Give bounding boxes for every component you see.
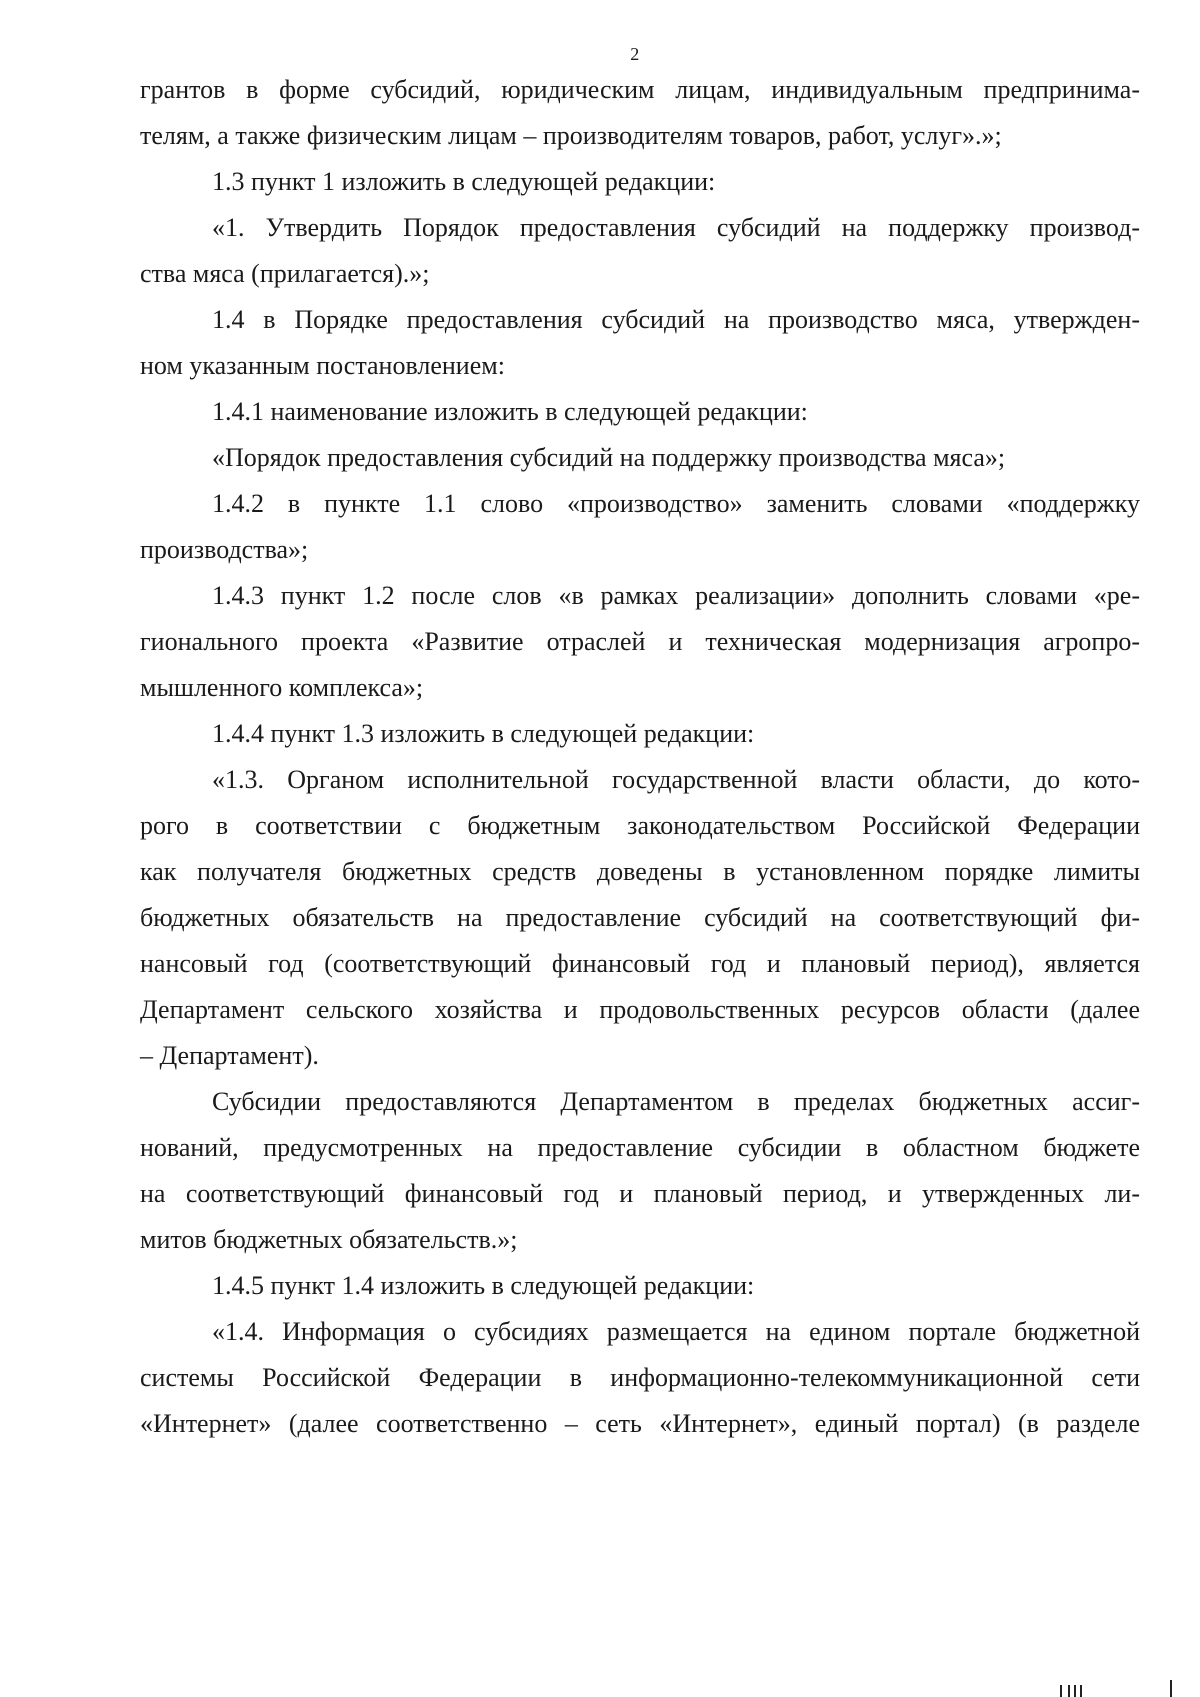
text-line: системы Российской Федерации в информационно-телекоммуникационной сети <box>140 1363 1140 1392</box>
text-line: производства»; <box>140 535 309 564</box>
scan-mark <box>1080 1685 1082 1697</box>
text-line: «Интернет» (далее соответственно – сеть «Интернет», единый портал) (в разделе <box>140 1409 1140 1438</box>
document-body <box>140 70 1140 1450</box>
text-line: 1.4.1 наименование изложить в следующей редакции: <box>212 397 808 426</box>
text-line: 1.4.4 пункт 1.3 изложить в следующей редакции: <box>212 719 755 748</box>
text-line: 1.3 пункт 1 изложить в следующей редакции: <box>212 167 716 196</box>
text-line: нансовый год (соответствующий финансовый год и плановый период), является <box>140 949 1140 978</box>
text-line: нований, предусмотренных на предоставление субсидии в областном бюджете <box>140 1133 1140 1162</box>
text-line: Департамент сельского хозяйства и продовольственных ресурсов области (далее <box>140 995 1140 1024</box>
text-line: «1. Утвердить Порядок предоставления субсидий на поддержку производ- <box>212 213 1140 242</box>
text-line: «1.4. Информация о субсидиях размещается на едином портале бюджетной <box>212 1317 1140 1346</box>
scan-mark <box>1170 1680 1172 1697</box>
text-line: ства мяса (прилагается).»; <box>140 259 430 288</box>
scan-mark <box>1068 1685 1070 1697</box>
scan-mark <box>1074 1685 1076 1697</box>
text-line: бюджетных обязательств на предоставление субсидий на соответствующий фи- <box>140 903 1140 932</box>
text-line: 1.4.5 пункт 1.4 изложить в следующей редакции: <box>212 1271 755 1300</box>
text-line: ном указанным постановлением: <box>140 351 505 380</box>
text-line: грантов в форме субсидий, юридическим лицам, индивидуальным предпринима- <box>140 75 1140 104</box>
text-line: митов бюджетных обязательств.»; <box>140 1225 518 1254</box>
text-line: 1.4.2 в пункте 1.1 слово «производство» заменить словами «поддержку <box>212 489 1140 518</box>
text-line: Субсидии предоставляются Департаментом в пределах бюджетных ассиг- <box>212 1087 1140 1116</box>
text-line: как получателя бюджетных средств доведены в установленном порядке лимиты <box>140 857 1140 886</box>
text-line: на соответствующий финансовый год и плановый период, и утвержденных ли- <box>140 1179 1140 1208</box>
text-line: – Департамент). <box>140 1041 319 1070</box>
text-line: 1.4 в Порядке предоставления субсидий на производство мяса, утвержден- <box>212 305 1140 334</box>
text-line: 1.4.3 пункт 1.2 после слов «в рамках реализации» дополнить словами «ре- <box>212 581 1140 610</box>
text-line: гионального проекта «Развитие отраслей и техническая модернизация агропро- <box>140 627 1140 656</box>
page-number: 2 <box>630 44 640 64</box>
scan-mark <box>1060 1685 1062 1697</box>
text-line: «1.3. Органом исполнительной государственной власти области, до кото- <box>212 765 1140 794</box>
text-line: рого в соответствии с бюджетным законодательством Российской Федерации <box>140 811 1140 840</box>
text-line: мышленного комплекса»; <box>140 673 424 702</box>
text-line: «Порядок предоставления субсидий на поддержку производства мяса»; <box>212 443 1006 472</box>
text-line: телям, а также физическим лицам – производителям товаров, работ, услуг».»; <box>140 121 1002 150</box>
